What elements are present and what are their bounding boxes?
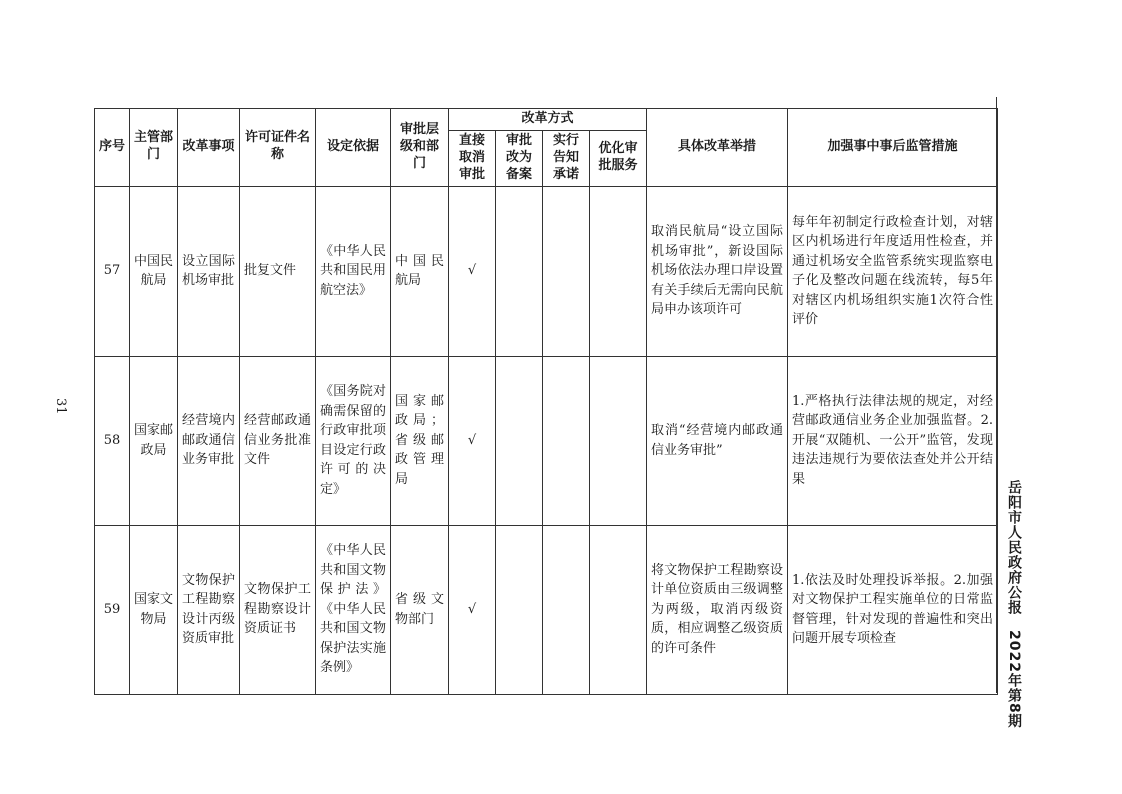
reform-table — [94, 108, 998, 695]
cell-filing — [496, 525, 543, 694]
table-row — [95, 525, 998, 694]
cell-level: 国家邮政局；省级邮政管理局 — [391, 356, 449, 525]
header-supervision: 加强事中事后监管措施 — [788, 109, 998, 187]
cell-dept: 国家文物局 — [130, 525, 178, 694]
header-level: 审批层级和部门 — [391, 109, 449, 187]
cell-supervision: 1.严格执行法律法规的规定，对经营邮政通信业务企业加强监督。2.开展“双随机、一公开”监管，发现违法违规行为要依法查处并公开结果 — [788, 356, 998, 525]
cell-seq: 57 — [95, 186, 130, 356]
cell-measures: 取消民航局“设立国际机场审批”，新设国际机场依法办理口岸设置有关手续后无需向民航局申办该项许可 — [647, 186, 788, 356]
journal-header: 岳阳市人民政府公报 2022年第8期 — [1006, 480, 1022, 729]
cell-optimize — [590, 356, 647, 525]
cell-level: 中国民航局 — [391, 186, 449, 356]
header-promise: 实行告知承诺 — [543, 130, 590, 186]
header-seq: 序号 — [95, 109, 130, 187]
cell-dept: 中国民航局 — [130, 186, 178, 356]
cell-measures: 将文物保护工程勘察设计单位资质由三级调整为两级，取消丙级资质，相应调整乙级资质的许可条件 — [647, 525, 788, 694]
table-row — [95, 356, 998, 525]
cell-level: 省级文物部门 — [391, 525, 449, 694]
cell-item: 设立国际机场审批 — [178, 186, 240, 356]
cell-license: 文物保护工程勘察设计资质证书 — [240, 525, 316, 694]
header-optimize: 优化审批服务 — [590, 130, 647, 186]
cell-basis: 《国务院对确需保留的行政审批项目设定行政许可的决定》 — [316, 356, 391, 525]
cell-optimize — [590, 186, 647, 356]
header-filing: 审批改为备案 — [496, 130, 543, 186]
table-row — [95, 186, 998, 356]
cell-promise — [543, 525, 590, 694]
header-measures: 具体改革举措 — [647, 109, 788, 187]
cell-seq: 58 — [95, 356, 130, 525]
cell-cancel: √ — [449, 356, 496, 525]
cell-filing — [496, 356, 543, 525]
cell-promise — [543, 356, 590, 525]
header-dept: 主管部门 — [130, 109, 178, 187]
page-number: 31 — [53, 398, 68, 415]
header-reform-mode: 改革方式 — [449, 109, 647, 131]
header-item: 改革事项 — [178, 109, 240, 187]
header-basis: 设定依据 — [316, 109, 391, 187]
cell-basis: 《中华人民共和国文物保护法》《中华人民共和国文物保护法实施条例》 — [316, 525, 391, 694]
cell-cancel: √ — [449, 186, 496, 356]
cell-promise — [543, 186, 590, 356]
cell-supervision: 1.依法及时处理投诉举报。2.加强对文物保护工程实施单位的日常监督管理，针对发现的普遍性和突出问题开展专项检查 — [788, 525, 998, 694]
cell-cancel: √ — [449, 525, 496, 694]
cell-supervision: 每年年初制定行政检查计划，对辖区内机场进行年度适用性检查，并通过机场安全监管系统实现监察电子化及整改问题在线流转，每5年对辖区内机场组织实施1次符合性评价 — [788, 186, 998, 356]
cell-item: 文物保护工程勘察设计丙级资质审批 — [178, 525, 240, 694]
cell-optimize — [590, 525, 647, 694]
header-license: 许可证件名称 — [240, 109, 316, 187]
cell-license: 批复文件 — [240, 186, 316, 356]
cell-filing — [496, 186, 543, 356]
header-cancel: 直接取消审批 — [449, 130, 496, 186]
cell-dept: 国家邮政局 — [130, 356, 178, 525]
cell-license: 经营邮政通信业务批准文件 — [240, 356, 316, 525]
cell-basis: 《中华人民共和国民用航空法》 — [316, 186, 391, 356]
cell-measures: 取消“经营境内邮政通信业务审批” — [647, 356, 788, 525]
cell-item: 经营境内邮政通信业务审批 — [178, 356, 240, 525]
cell-seq: 59 — [95, 525, 130, 694]
